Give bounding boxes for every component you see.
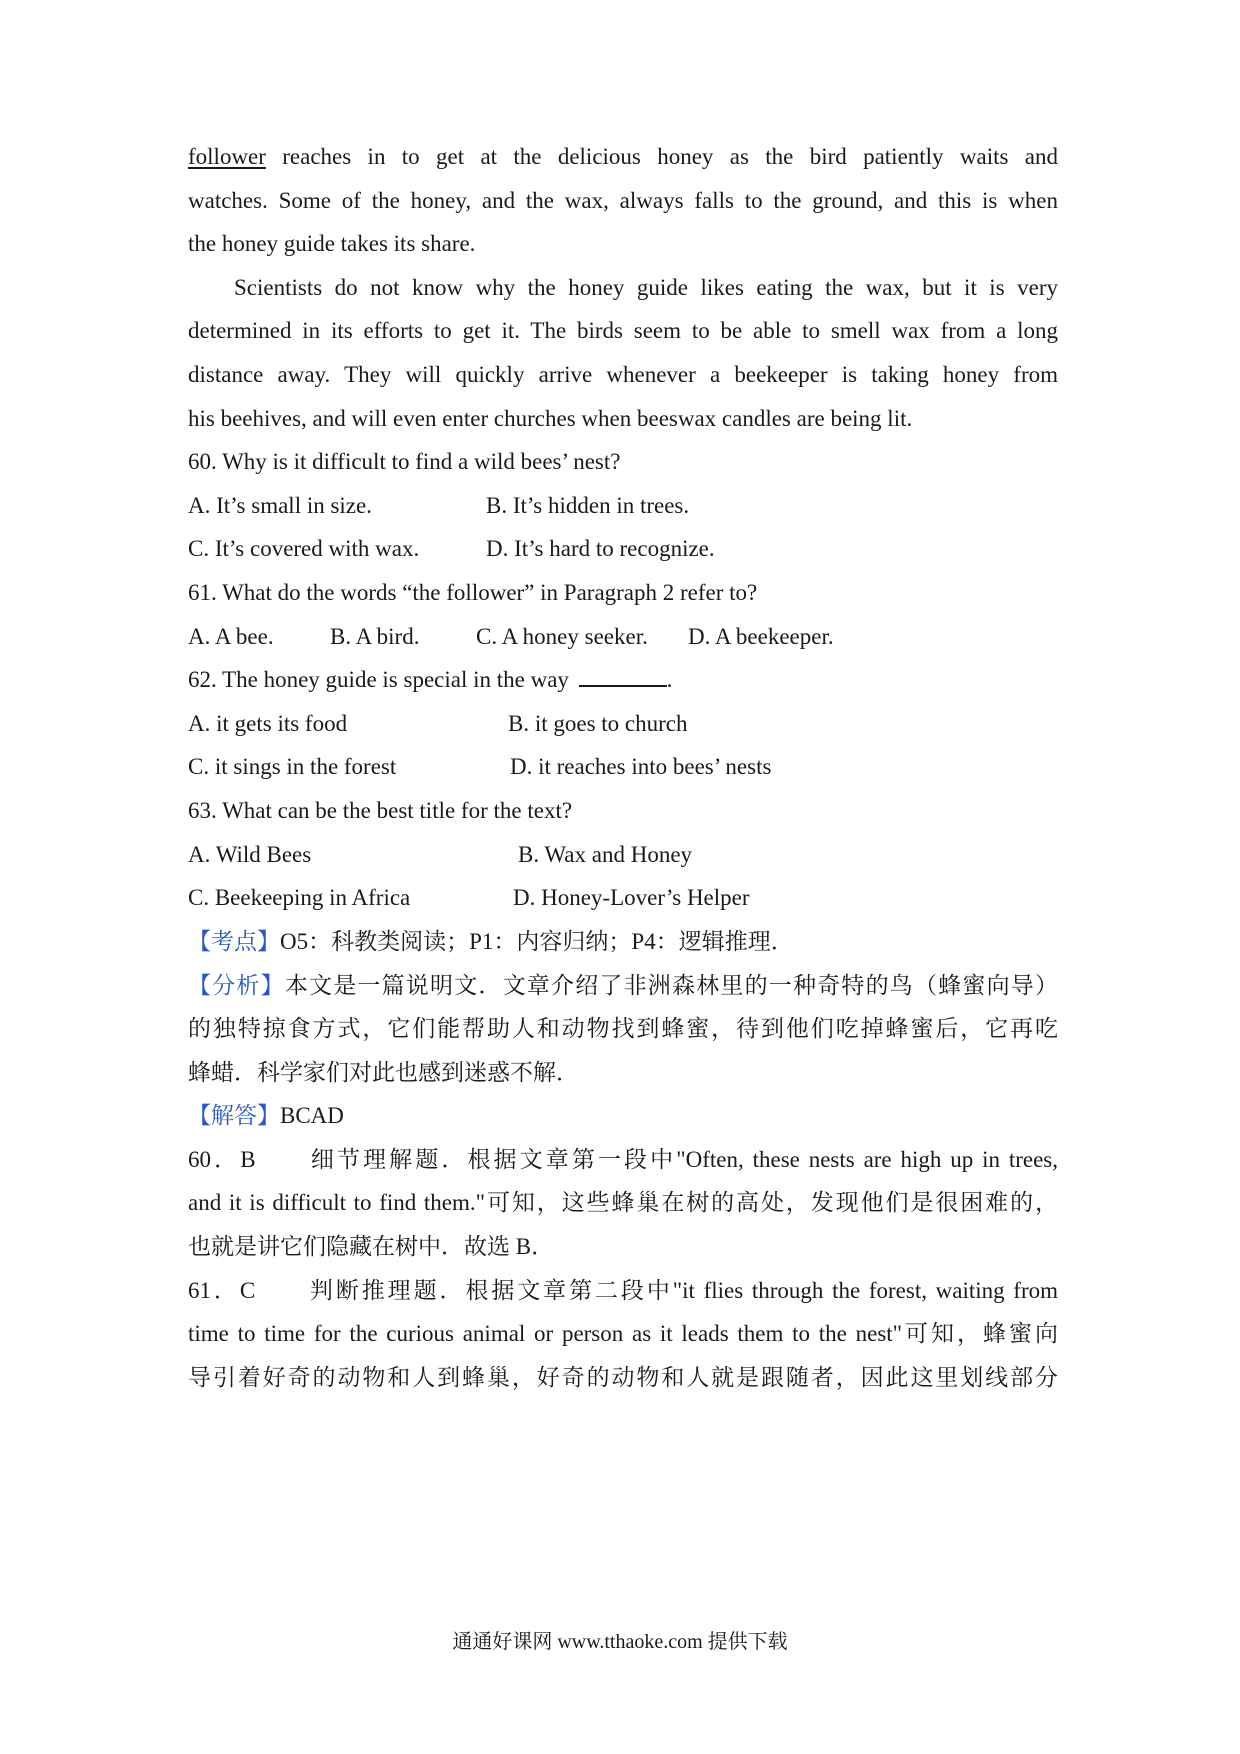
option-c: C. Beekeeping in Africa (188, 885, 411, 910)
option-a: A. Wild Bees (188, 842, 312, 867)
fenxi-line: 的独特掠食方式，它们能帮助人和动物找到蜂蜜，待到他们吃掉蜂蜜后，它再吃 (188, 1016, 1058, 1041)
question-60-stem: 60. Why is it difficult to find a wild bees’ nest? (188, 449, 621, 474)
jieda-line (188, 1101, 1058, 1131)
option-d: D. It’s hard to recognize. (486, 536, 715, 561)
passage-line: determined in its efforts to get it. The birds seem to be able to smell wax from a long (188, 318, 1058, 343)
question-62-stem (188, 665, 1058, 695)
page-footer: 通通好课网 www.tthaoke.com 提供下载 (452, 1631, 788, 1653)
passage-text: reaches in to get at the delicious honey as the bird patiently waits and (282, 144, 1058, 169)
option-c: C. A honey seeker. (476, 624, 648, 649)
fenxi-text: 本文是一篇说明文．文章介绍了非洲森林里的一种奇特的鸟（蜂蜜向导） (284, 973, 1059, 998)
explanation-60-line: 也就是讲它们隐藏在树中．故选 B． (188, 1234, 555, 1259)
passage-line: watches. Some of the honey, and the wax, always falls to the ground, and this is when (188, 188, 1058, 213)
fenxi-line: 蜂蜡．科学家们对此也感到迷惑不解． (188, 1060, 579, 1085)
stem-text: 62. The honey guide is special in the way (188, 667, 569, 692)
stem-period: . (666, 667, 673, 692)
kaodian-tag: 【考点】 (188, 929, 280, 954)
option-c: C. It’s covered with wax. (188, 536, 420, 561)
question-63-stem: 63. What can be the best title for the text? (188, 798, 573, 823)
option-a: A. A bee. (188, 624, 274, 649)
question-61-stem: 61. What do the words “the follower” in Paragraph 2 refer to? (188, 580, 758, 605)
kaodian-line (188, 927, 1058, 957)
option-d: D. it reaches into bees’ nests (510, 754, 772, 779)
jieda-text: BCAD (280, 1103, 344, 1128)
jieda-tag: 【解答】 (188, 1103, 280, 1128)
answer-blank (579, 665, 667, 687)
passage-line: the honey guide takes its share. (188, 231, 476, 256)
option-a: A. It’s small in size. (188, 493, 372, 518)
explanation-61-line: 导引着好奇的动物和人到蜂巢，好奇的动物和人就是跟随者，因此这里划线部分 (188, 1365, 1058, 1390)
option-b: B. it goes to church (508, 711, 688, 736)
option-b: B. It’s hidden in trees. (486, 493, 690, 518)
passage-line: distance away. They will quickly arrive whenever a beekeeper is taking honey from (188, 362, 1058, 387)
option-a: A. it gets its food (188, 711, 348, 736)
kaodian-text: O5：科教类阅读；P1：内容归纳；P4：逻辑推理． (280, 929, 794, 954)
passage-line: Scientists do not know why the honey guide likes eating the wax, but it is very (234, 275, 1058, 300)
option-d: D. Honey-Lover’s Helper (513, 885, 750, 910)
passage-line (188, 142, 1058, 172)
fenxi-line (188, 971, 1058, 1001)
explanation-61-line: 61．C 判断推理题．根据文章第二段中"it flies through the forest, waiting from (188, 1278, 1058, 1303)
option-c: C. it sings in the forest (188, 754, 397, 779)
option-d: D. A beekeeper. (688, 624, 834, 649)
explanation-61-line: time to time for the curious animal or person as it leads them to the nest"可知，蜂蜜向 (188, 1321, 1058, 1346)
option-b: B. A bird. (330, 624, 420, 649)
explanation-60-line: and it is difficult to find them."可知，这些蜂巢在树的高处，发现他们是很困难的， (188, 1190, 1058, 1215)
passage-line: his beehives, and will even enter churches when beeswax candles are being lit. (188, 406, 913, 431)
underlined-word: follower (188, 144, 266, 169)
explanation-60-line: 60．B 细节理解题．根据文章第一段中"Often, these nests are high up in trees, (188, 1147, 1058, 1172)
option-b: B. Wax and Honey (518, 842, 693, 867)
fenxi-tag: 【分析】 (188, 973, 285, 998)
